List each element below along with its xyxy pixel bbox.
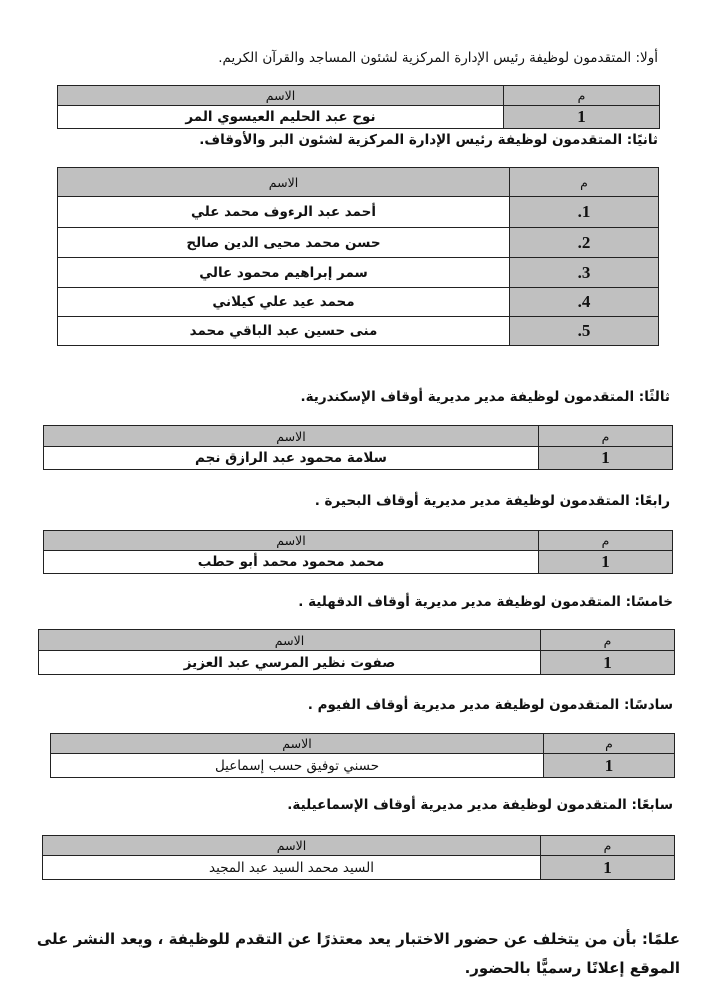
table-row [58, 258, 659, 288]
attendance-note: علمًا: بأن من يتخلف عن حضور الاختبار يعد معتذرًا عن التقدم للوظيفة ، ويعد النشر على الموقع إعلانًا رسميًّا بالحضور. [36, 930, 680, 977]
table-row [44, 551, 673, 574]
row-number: .1 [510, 197, 659, 228]
section-1-heading: أولا: المتقدمون لوظيفة رئيس الإدارة المركزية لشئون المساجد والقرآن الكريم. [218, 50, 658, 66]
applicant-name: محمد محمود محمد أبو حطب [44, 551, 539, 574]
name-column-header: الاسم [39, 630, 541, 651]
row-number: 1 [539, 551, 673, 574]
table-header-row [58, 86, 660, 106]
table-row [39, 651, 675, 675]
section-6-table [50, 733, 675, 778]
section-1-table [57, 85, 660, 129]
table-row [43, 856, 675, 880]
section-4-heading: رابعًا: المتقدمون لوظيفة مدير مديرية أوقاف البحيرة . [314, 493, 670, 509]
row-number: .4 [510, 288, 659, 317]
applicant-name: أحمد عبد الرءوف محمد علي [58, 197, 510, 228]
applicant-name: سلامة محمود عبد الرازق نجم [44, 447, 539, 470]
table-header-row [44, 426, 673, 447]
table-row [51, 754, 675, 778]
section-4-table [43, 530, 673, 574]
section-7-heading: سابعًا: المتقدمون لوظيفة مدير مديرية أوقاف الإسماعيلية. [287, 797, 673, 813]
table-header-row [44, 531, 673, 551]
applicant-name: سمر إبراهيم محمود عالي [58, 258, 510, 288]
table-row [58, 288, 659, 317]
number-column-header: م [541, 630, 675, 651]
number-column-header: م [504, 86, 660, 106]
name-column-header: الاسم [44, 426, 539, 447]
applicant-name: نوح عبد الحليم العيسوي المر [58, 106, 504, 129]
row-number: 1 [504, 106, 660, 129]
number-column-header: م [541, 836, 675, 856]
name-column-header: الاسم [58, 168, 510, 197]
table-row [58, 228, 659, 258]
name-column-header: الاسم [58, 86, 504, 106]
table-header-row [39, 630, 675, 651]
row-number: 1 [539, 447, 673, 470]
table-row [58, 197, 659, 228]
name-column-header: الاسم [44, 531, 539, 551]
table-header-row [43, 836, 675, 856]
applicant-name: السيد محمد السيد عبد المجيد [43, 856, 541, 880]
applicant-name: محمد عيد علي كيلاني [58, 288, 510, 317]
table-row [58, 106, 660, 129]
row-number: .2 [510, 228, 659, 258]
table-header-row [51, 734, 675, 754]
name-column-header: الاسم [43, 836, 541, 856]
applicant-name: حسن محمد محيى الدين صالح [58, 228, 510, 258]
table-row [58, 317, 659, 346]
section-5-heading: خامسًا: المتقدمون لوظيفة مدير مديرية أوقاف الدقهلية . [298, 594, 673, 610]
row-number: 1 [544, 754, 675, 778]
row-number: .3 [510, 258, 659, 288]
section-5-table [38, 629, 675, 675]
section-2-table [57, 167, 659, 346]
table-row [44, 447, 673, 470]
section-6-heading: سادسًا: المتقدمون لوظيفة مدير مديرية أوقاف الفيوم . [307, 697, 673, 713]
row-number: .5 [510, 317, 659, 346]
row-number: 1 [541, 651, 675, 675]
number-column-header: م [539, 531, 673, 551]
section-2-heading: ثانيًا: المتقدمون لوظيفة رئيس الإدارة المركزية لشئون البر والأوقاف. [199, 132, 658, 148]
row-number: 1 [541, 856, 675, 880]
name-column-header: الاسم [51, 734, 544, 754]
table-header-row [58, 168, 659, 197]
section-3-heading: ثالثًا: المتقدمون لوظيفة مدير مديرية أوقاف الإسكندرية. [300, 389, 670, 405]
applicant-name: حسني توفيق حسب إسماعيل [51, 754, 544, 778]
applicant-name: منى حسين عبد الباقي محمد [58, 317, 510, 346]
applicant-name: صفوت نظير المرسي عبد العزيز [39, 651, 541, 675]
number-column-header: م [510, 168, 659, 197]
section-3-table [43, 425, 673, 470]
number-column-header: م [544, 734, 675, 754]
number-column-header: م [539, 426, 673, 447]
section-7-table [42, 835, 675, 880]
